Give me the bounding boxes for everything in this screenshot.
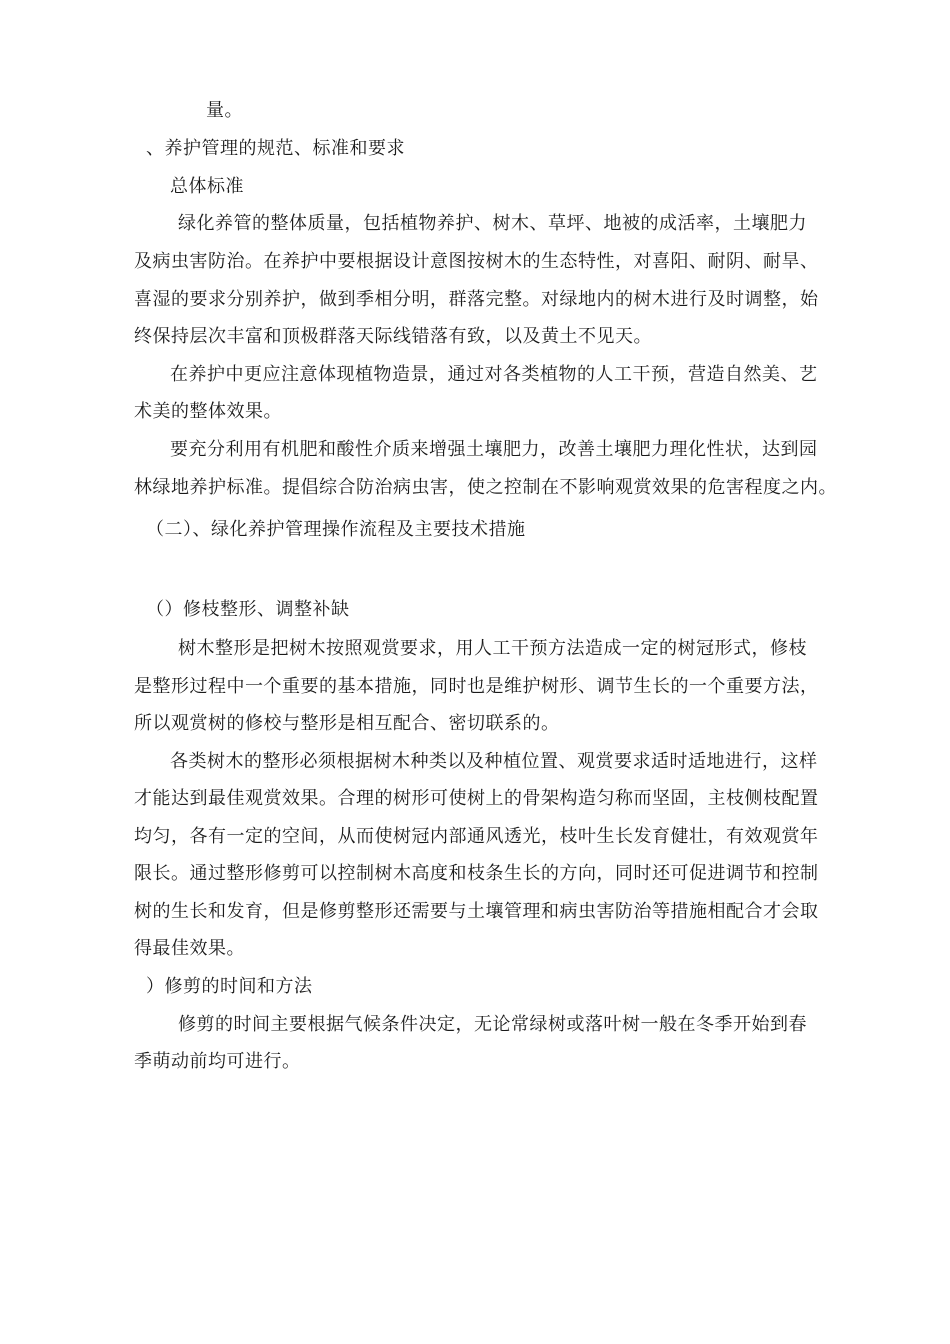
section-heading: （二）、绿化养护管理操作流程及主要技术措施 <box>146 519 526 540</box>
paragraph-line: 均匀，各有一定的空间，从而使树冠内部通风透光，枝叶生长发育健壮，有效观赏年 <box>134 826 819 847</box>
paragraph-line: 树木整形是把树木按照观赏要求，用人工干预方法造成一定的树冠形式，修枝 <box>178 638 807 659</box>
paragraph-line: 终保持层次丰富和顶极群落天际线错落有致，以及黄土不见天。 <box>134 326 652 347</box>
paragraph-line: 限长。通过整形修剪可以控制树木高度和枝条生长的方向，同时还可促进调节和控制 <box>134 863 819 884</box>
paragraph-line: 要充分利用有机肥和酸性介质来增强土壤肥力，改善土壤肥力理化性状，达到园 <box>170 439 818 460</box>
section-heading: 、养护管理的规范、标准和要求 <box>146 138 405 159</box>
paragraph-line: 在养护中更应注意体现植物造景，通过对各类植物的人工干预，营造自然美、艺 <box>170 364 818 385</box>
paragraph-line: 季萌动前均可进行。 <box>134 1051 301 1072</box>
paragraph-line: 树的生长和发育，但是修剪整形还需要与土壤管理和病虫害防治等措施相配合才会取 <box>134 901 819 922</box>
paragraph-line: 所以观赏树的修校与整形是相互配合、密切联系的。 <box>134 713 560 734</box>
paragraph-line: 各类树木的整形必须根据树木种类以及种植位置、观赏要求适时适地进行，这样 <box>170 751 818 772</box>
paragraph-line: 及病虫害防治。在养护中要根据设计意图按树木的生态特性，对喜阳、耐阴、耐旱、 <box>134 251 819 272</box>
paragraph-line: 绿化养管的整体质量，包括植物养护、树木、草坪、地被的成活率，土壤肥力 <box>178 213 807 234</box>
paragraph-line: 修剪的时间主要根据气候条件决定，无论常绿树或落叶树一般在冬季开始到春 <box>178 1014 807 1035</box>
paragraph-line: 喜湿的要求分别养护，做到季相分明，群落完整。对绿地内的树木进行及时调整，始 <box>134 289 819 310</box>
paragraph-line: 得最佳效果。 <box>134 938 245 959</box>
subsection-heading: ）修剪的时间和方法 <box>146 976 313 997</box>
paragraph-line: 才能达到最佳观赏效果。合理的树形可使树上的骨架构造匀称而坚固，主枝侧枝配置 <box>134 788 819 809</box>
subsection-heading: （）修枝整形、调整补缺 <box>146 599 350 620</box>
text-line: 量。 <box>206 100 243 121</box>
paragraph-line: 术美的整体效果。 <box>134 401 282 422</box>
paragraph-line: 林绿地养护标准。提倡综合防治病虫害，使之控制在不影响观赏效果的危害程度之内。 <box>134 477 837 498</box>
paragraph-line: 是整形过程中一个重要的基本措施，同时也是维护树形、调节生长的一个重要方法， <box>134 676 819 697</box>
subsection-heading: 总体标准 <box>170 176 244 197</box>
